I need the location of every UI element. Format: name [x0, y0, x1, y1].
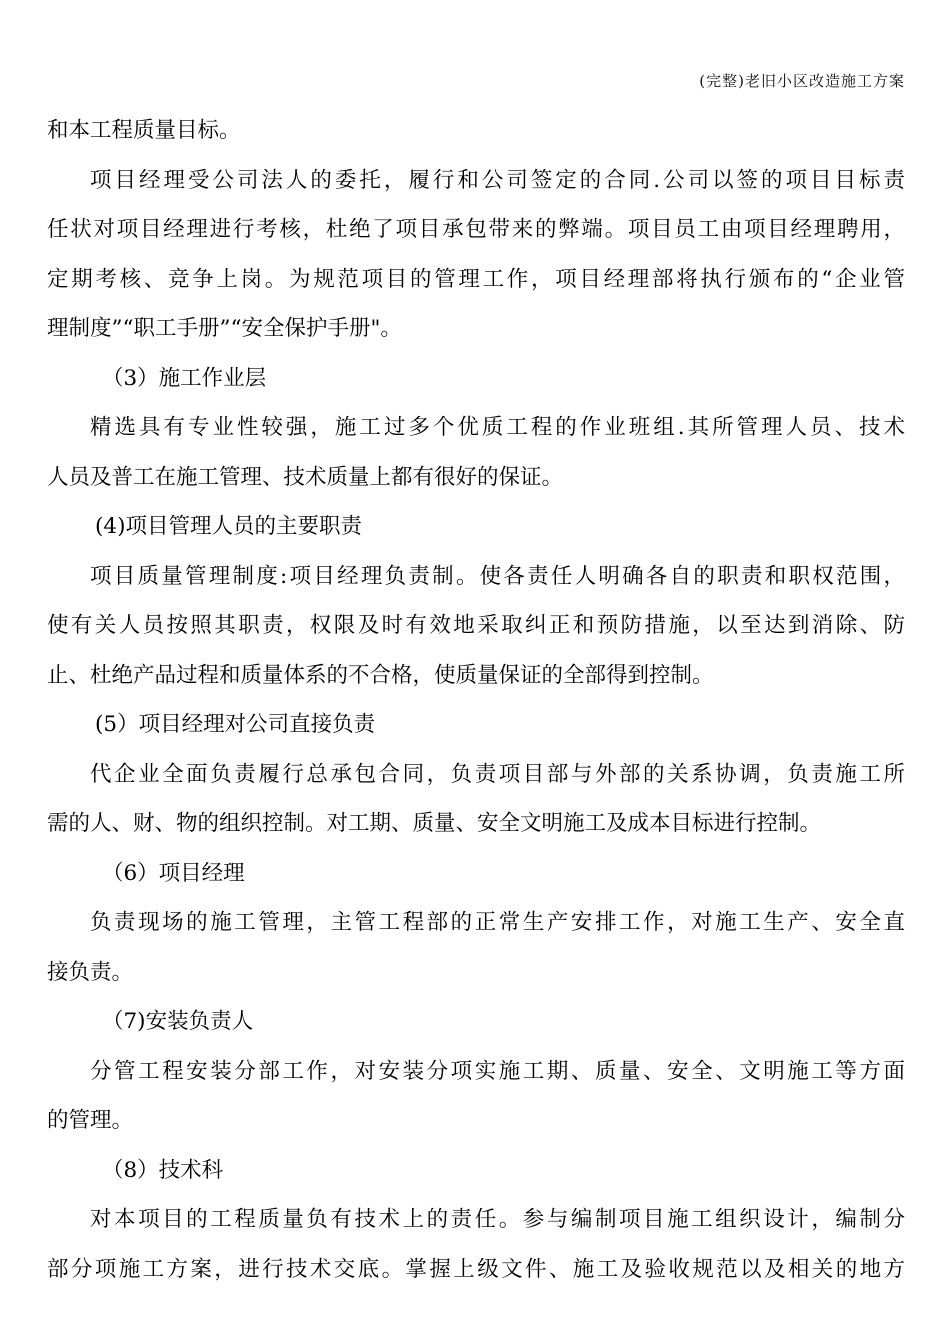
- section-heading: （7)安装负责人: [102, 1009, 254, 1034]
- text-line: 对本项目的工程质量负有技术上的责任。参与编制项目施工组织设计，编制分: [90, 1207, 905, 1232]
- document-body: [47, 106, 905, 1294]
- section-heading: (4)项目管理人员的主要职责: [95, 514, 362, 539]
- section-heading: (5）项目经理对公司直接负责: [95, 712, 376, 737]
- text-line: 需的人、财、物的组织控制。对工期、质量、安全文明施工及成本目标进行控制。: [47, 811, 822, 836]
- section-heading: （6）项目经理: [102, 860, 245, 886]
- section-heading: （8）技术科: [102, 1157, 224, 1183]
- text-line: 使有关人员按照其职责，权限及时有效地采取纠正和预防措施，以至达到消除、防: [47, 613, 905, 638]
- text-line: 接负责。: [47, 959, 134, 985]
- text-line: 精选具有专业性较强，施工过多个优质工程的作业班组.其所管理人员、技术: [90, 415, 905, 440]
- text-line: 的管理。: [47, 1108, 134, 1133]
- text-line: 负责现场的施工管理，主管工程部的正常生产安排工作，对施工生产、安全直: [90, 910, 905, 935]
- text-line: 分管工程安装分部工作，对安装分项实施工期、质量、安全、文明施工等方面: [90, 1058, 905, 1084]
- text-line: 代企业全面负责履行总承包合同，负责项目部与外部的关系协调，负责施工所: [90, 761, 905, 787]
- text-line: 部分项施工方案，进行技术交底。掌握上级文件、施工及验收规范以及相关的地方: [47, 1256, 905, 1282]
- text-line: 止、杜绝产品过程和质量体系的不合格，使质量保证的全部得到控制。: [47, 662, 714, 688]
- text-line: 任状对项目经理进行考核，杜绝了项目承包带来的弊端。项目员工由项目经理聘用，: [47, 217, 905, 242]
- text-line: 理制度”“职工手册”“安全保护手册"。: [47, 316, 402, 341]
- text-line: 定期考核、竞争上岗。为规范项目的管理工作，项目经理部将执行颁布的“企业管: [47, 266, 905, 292]
- page-header: (完整)老旧小区改造施工方案: [699, 72, 905, 90]
- text-line: 人员及普工在施工管理、技术质量上都有很好的保证。: [47, 464, 564, 490]
- text-line: 和本工程质量目标。: [47, 118, 241, 143]
- text-line: 项目质量管理制度:项目经理负责制。使各责任人明确各自的职责和职权范围，: [90, 563, 905, 589]
- section-heading: （3）施工作业层: [102, 365, 267, 391]
- text-line: 项目经理受公司法人的委托，履行和公司签定的合同.公司以签的项目目标责: [90, 167, 905, 193]
